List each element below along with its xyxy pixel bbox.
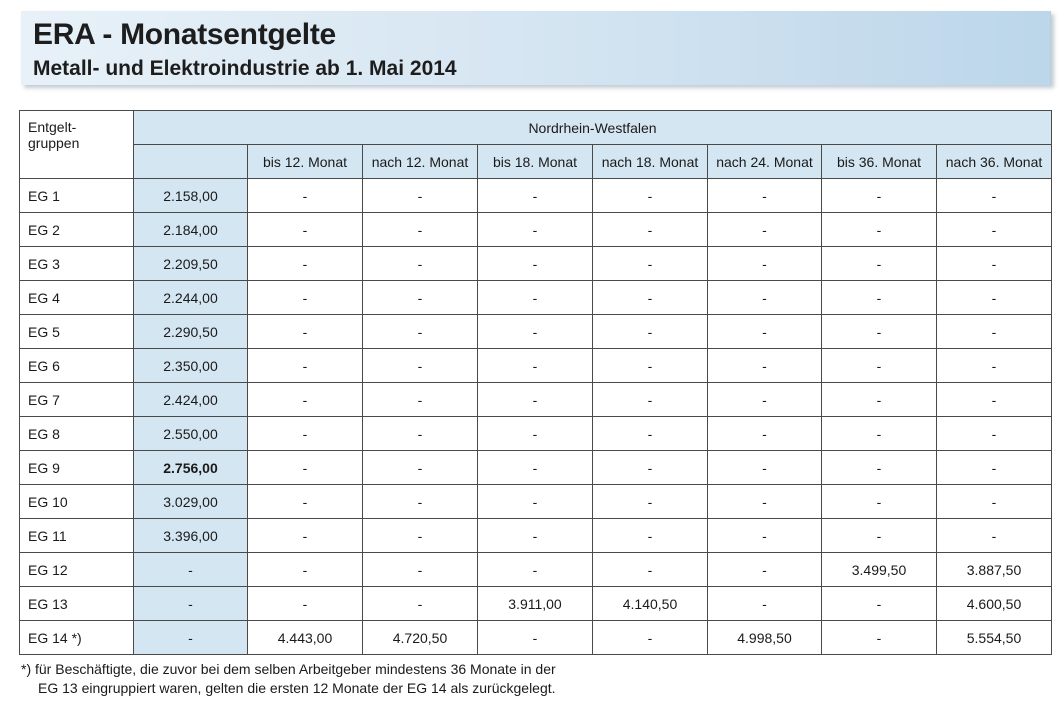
table-cell: -	[363, 451, 478, 485]
table-cell: -	[593, 383, 708, 417]
table-cell: -	[822, 417, 937, 451]
footnote	[21, 660, 556, 698]
footnote-line1: *) für Beschäftigte, die zuvor bei dem selben Arbeitgeber mindestens 36 Monate in der	[21, 661, 556, 677]
table-cell: -	[822, 519, 937, 553]
table-cell: -	[478, 383, 593, 417]
table-cell: -	[248, 315, 363, 349]
table-cell: -	[593, 417, 708, 451]
table-cell: -	[363, 587, 478, 621]
row-label: EG 13	[20, 587, 134, 621]
table-cell: -	[593, 281, 708, 315]
table-cell: -	[134, 621, 248, 655]
table-cell: -	[248, 247, 363, 281]
table-cell: -	[822, 349, 937, 383]
table-cell: -	[822, 485, 937, 519]
table-cell: -	[937, 417, 1052, 451]
table-cell: -	[478, 247, 593, 281]
row-label: EG 6	[20, 349, 134, 383]
title-banner	[21, 11, 1051, 85]
table-cell: -	[593, 315, 708, 349]
table-cell: -	[478, 553, 593, 587]
column-header: bis 36. Monat	[822, 145, 937, 179]
table-cell: -	[248, 485, 363, 519]
column-header: bis 12. Monat	[248, 145, 363, 179]
row-label: EG 3	[20, 247, 134, 281]
table-cell: -	[593, 553, 708, 587]
table-cell: -	[363, 553, 478, 587]
table-cell: -	[708, 485, 822, 519]
table-cell: -	[248, 281, 363, 315]
table-cell: -	[248, 213, 363, 247]
table-cell: -	[822, 587, 937, 621]
table-cell: -	[937, 383, 1052, 417]
table-cell: -	[478, 179, 593, 213]
row-label: EG 14 *)	[20, 621, 134, 655]
page-subtitle: Metall- und Elektroindustrie ab 1. Mai 2014	[33, 57, 457, 80]
table-cell: -	[593, 213, 708, 247]
table-cell: 3.499,50	[822, 553, 937, 587]
table-cell: -	[822, 383, 937, 417]
table-cell: -	[937, 451, 1052, 485]
table-row	[20, 485, 1052, 519]
table-cell: -	[822, 281, 937, 315]
table-cell: -	[708, 281, 822, 315]
table-row	[20, 247, 1052, 281]
table-cell: -	[248, 519, 363, 553]
table-cell: -	[822, 247, 937, 281]
table-cell: -	[937, 213, 1052, 247]
table-cell: -	[248, 417, 363, 451]
table-cell: 3.911,00	[478, 587, 593, 621]
table-cell: -	[478, 281, 593, 315]
table-cell: 2.350,00	[134, 349, 248, 383]
column-header-row	[20, 145, 1052, 179]
table-cell: 2.424,00	[134, 383, 248, 417]
table-cell: -	[708, 417, 822, 451]
table-cell: -	[248, 383, 363, 417]
table-row	[20, 553, 1052, 587]
footnote-line2: EG 13 eingruppiert waren, gelten die ersten 12 Monate der EG 14 als zurückgelegt.	[38, 680, 556, 696]
table-cell: -	[593, 485, 708, 519]
table-row	[20, 417, 1052, 451]
table-cell: -	[248, 587, 363, 621]
table-row	[20, 281, 1052, 315]
table-cell: -	[248, 349, 363, 383]
table-cell: -	[822, 451, 937, 485]
table-cell: -	[593, 179, 708, 213]
table-cell: -	[593, 451, 708, 485]
table-cell: 2.550,00	[134, 417, 248, 451]
table-cell: 3.396,00	[134, 519, 248, 553]
table-cell: -	[937, 315, 1052, 349]
row-label: EG 4	[20, 281, 134, 315]
table-cell: -	[937, 179, 1052, 213]
table-cell: -	[134, 587, 248, 621]
table-cell: 4.998,50	[708, 621, 822, 655]
corner-label-line2: gruppen	[28, 135, 80, 151]
table-cell: 2.184,00	[134, 213, 248, 247]
table-row	[20, 349, 1052, 383]
table-cell: -	[593, 349, 708, 383]
table-cell: -	[478, 621, 593, 655]
column-header: bis 18. Monat	[478, 145, 593, 179]
table-cell: -	[363, 247, 478, 281]
table-row	[20, 179, 1052, 213]
table-cell: 2.244,00	[134, 281, 248, 315]
table-cell: -	[937, 519, 1052, 553]
table-cell: -	[937, 281, 1052, 315]
row-label: EG 5	[20, 315, 134, 349]
table-row	[20, 315, 1052, 349]
table-cell: -	[822, 213, 937, 247]
table-cell: -	[822, 621, 937, 655]
table-cell: -	[593, 621, 708, 655]
table-cell: -	[478, 485, 593, 519]
table-cell: -	[363, 485, 478, 519]
table-cell: -	[363, 519, 478, 553]
table-cell: -	[248, 451, 363, 485]
table-cell: -	[708, 179, 822, 213]
column-header: nach 18. Monat	[593, 145, 708, 179]
table-cell: -	[708, 451, 822, 485]
table-cell: -	[937, 247, 1052, 281]
row-label: EG 11	[20, 519, 134, 553]
row-label: EG 10	[20, 485, 134, 519]
table-cell: -	[363, 383, 478, 417]
table-cell: -	[478, 213, 593, 247]
table-cell: -	[937, 349, 1052, 383]
table-cell: -	[708, 383, 822, 417]
table-row	[20, 621, 1052, 655]
table-cell: -	[708, 213, 822, 247]
salary-table	[19, 110, 1052, 655]
row-label: EG 9	[20, 451, 134, 485]
table-cell: 2.209,50	[134, 247, 248, 281]
table-row	[20, 519, 1052, 553]
table-cell: -	[134, 553, 248, 587]
table-cell: -	[478, 451, 593, 485]
column-header: nach 24. Monat	[708, 145, 822, 179]
corner-label-line1: Entgelt-	[28, 119, 77, 135]
table-row	[20, 587, 1052, 621]
table-row	[20, 213, 1052, 247]
column-header: nach 36. Monat	[937, 145, 1052, 179]
corner-header	[20, 111, 134, 179]
table-cell: -	[363, 349, 478, 383]
column-header: nach 12. Monat	[363, 145, 478, 179]
table-cell: -	[248, 179, 363, 213]
table-row	[20, 383, 1052, 417]
row-label: EG 1	[20, 179, 134, 213]
row-label: EG 7	[20, 383, 134, 417]
table-cell: -	[248, 553, 363, 587]
table-cell: 2.158,00	[134, 179, 248, 213]
table-cell: 5.554,50	[937, 621, 1052, 655]
table-cell: -	[708, 247, 822, 281]
table-cell: -	[363, 417, 478, 451]
row-label: EG 8	[20, 417, 134, 451]
table-cell: -	[593, 519, 708, 553]
table-cell: -	[363, 281, 478, 315]
table-row	[20, 451, 1052, 485]
table-cell: -	[478, 315, 593, 349]
row-label: EG 12	[20, 553, 134, 587]
table-cell: -	[363, 315, 478, 349]
table-cell: -	[708, 553, 822, 587]
page-title: ERA - Monatsentgelte	[33, 18, 336, 51]
table-body	[20, 179, 1052, 655]
table-cell: 2.756,00	[134, 451, 248, 485]
table-cell: -	[822, 315, 937, 349]
table-cell: -	[363, 213, 478, 247]
table-cell: -	[708, 587, 822, 621]
table-cell: -	[478, 417, 593, 451]
table-cell: -	[937, 485, 1052, 519]
table-cell: 2.290,50	[134, 315, 248, 349]
table-cell: 4.600,50	[937, 587, 1052, 621]
table-cell: -	[363, 179, 478, 213]
table-cell: 3.887,50	[937, 553, 1052, 587]
table-cell: -	[478, 519, 593, 553]
row-label: EG 2	[20, 213, 134, 247]
table-cell: 4.720,50	[363, 621, 478, 655]
table-cell: 4.140,50	[593, 587, 708, 621]
table-cell: 4.443,00	[248, 621, 363, 655]
table-cell: -	[708, 315, 822, 349]
table-cell: -	[822, 179, 937, 213]
table-cell: -	[593, 247, 708, 281]
table-cell: 3.029,00	[134, 485, 248, 519]
table-cell: -	[708, 519, 822, 553]
table-cell: -	[708, 349, 822, 383]
column-header	[134, 145, 248, 179]
table-cell: -	[478, 349, 593, 383]
region-header: Nordrhein-Westfalen	[134, 111, 1052, 145]
